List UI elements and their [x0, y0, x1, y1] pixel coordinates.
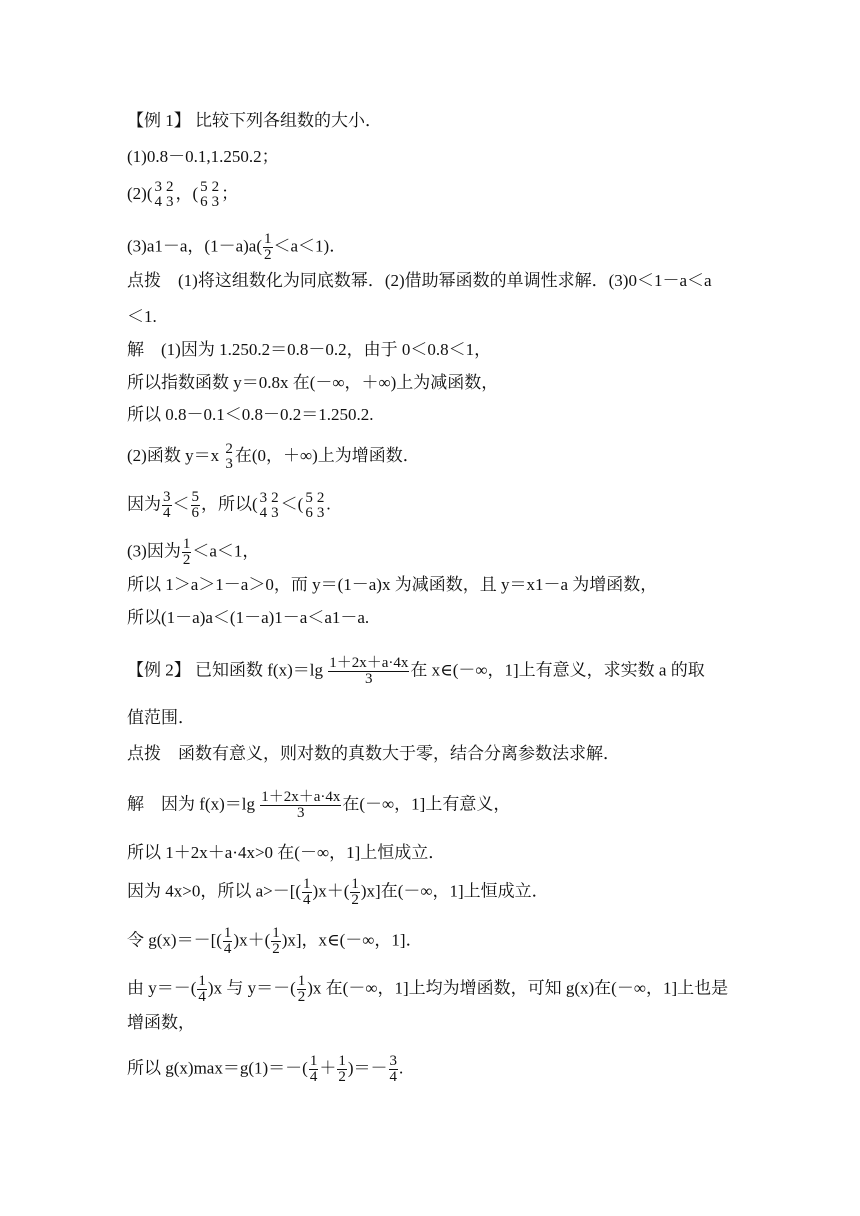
sol5-text-d: ＜( [280, 494, 304, 514]
example2-solution-line3 [127, 877, 549, 908]
fraction [191, 490, 201, 521]
fraction [153, 180, 163, 210]
fraction [271, 926, 281, 957]
ex2-sol5-text-b: )x 与 y＝－( [207, 978, 296, 998]
ex2-sol5-text-c: )x 在(－∞，1]上均为增函数，可知 g(x)在(－∞，1]上也是 [307, 978, 729, 998]
example2-hint: 点拨 函数有意义，则对数的真数大于零，结合分离参数法求解． [127, 744, 620, 763]
sol4-text-b: 在(0，＋∞)上为增函数． [234, 445, 420, 465]
example1-solution-line3: 所以 0.8－0.1＜0.8－0.2＝1.250.2. [127, 405, 374, 424]
numerator: 1＋2x＋a·4x [329, 655, 409, 671]
numerator: 2 [165, 179, 174, 195]
example1-solution-line1: 解 (1)因为 1.250.2＝0.8－0.2，由于 0＜0.8＜1， [127, 340, 492, 359]
example2-title [127, 656, 705, 687]
denominator: 2 [264, 247, 272, 263]
fraction [350, 877, 360, 908]
ex2-sol7-text-c: )＝－ [347, 1058, 388, 1078]
denominator: 2 [297, 989, 306, 1005]
example1-solution-line4 [127, 442, 420, 472]
denominator: 4 [259, 504, 268, 521]
numerator: 1＋2x＋a·4x [261, 789, 341, 805]
fraction [263, 232, 273, 263]
denominator: 3 [316, 504, 325, 521]
fraction [224, 442, 234, 472]
q3-text-a: (3)a1－a，(1－a)a( [127, 236, 262, 256]
fraction [199, 180, 209, 210]
numerator: 2 [271, 489, 279, 506]
ex2-sol7-text-a: 所以 g(x)max＝g(1)＝－( [127, 1058, 308, 1078]
example2-solution-line1 [127, 790, 510, 821]
example1-question2 [127, 180, 238, 210]
example2-solution-line6: 增函数， [127, 1013, 195, 1032]
fraction [316, 491, 326, 521]
numerator: 1 [198, 973, 206, 989]
denominator: 4 [223, 941, 232, 957]
numerator: 1 [338, 1053, 346, 1069]
denominator: 4 [163, 505, 171, 521]
denominator: 3 [211, 194, 220, 210]
ex2-sol7-text-d: . [399, 1058, 404, 1078]
numerator: 1 [351, 876, 359, 892]
q2-text-c: ； [221, 183, 239, 203]
denominator: 4 [198, 989, 206, 1005]
sol5-text-b: ＜ [172, 494, 190, 514]
ex2-sol5-text-a: 由 y＝－( [127, 978, 197, 998]
denominator: 6 [191, 505, 199, 521]
ex2-sol1-text-b: 在(－∞，1]上有意义， [342, 794, 511, 814]
ex2-sol4-text-a: 令 g(x)＝－[( [127, 930, 222, 950]
ex2-sol3-text-c: )x]在(－∞，1]上恒成立． [360, 881, 549, 901]
example1-solution-line7: 所以 1＞a＞1－a＞0，而 y＝(1－a)x 为减函数，且 y＝x1－a 为增函数， [127, 575, 658, 594]
numerator: 1 [223, 925, 232, 941]
numerator: 1 [264, 231, 272, 247]
q3-text-b: ＜a＜1)． [273, 236, 347, 256]
denominator: 6 [200, 194, 208, 210]
ex2-sol4-text-c: )x]，x∈(－∞，1]． [281, 930, 423, 950]
numerator: 1 [297, 973, 306, 989]
denominator: 2 [338, 1069, 346, 1085]
example2-title-cont: 值范围． [127, 708, 195, 727]
sol5-text-e: . [326, 494, 331, 514]
fraction [389, 1054, 399, 1085]
sol4-text-a: (2)函数 y＝x [127, 445, 224, 465]
numerator: 5 [191, 489, 199, 505]
numerator: 2 [225, 441, 233, 457]
numerator: 1 [309, 1053, 318, 1069]
example1-hint: 点拨 (1)将这组数化为同底数幂．(2)借助幂函数的单调性求解．(3)0＜1－a＜a [127, 271, 712, 290]
numerator: 3 [259, 489, 268, 506]
example1-solution-line2: 所以指数函数 y＝0.8x 在(－∞，＋∞)上为减函数， [127, 373, 499, 392]
fraction [337, 1054, 347, 1085]
q2-text-b: ，( [175, 183, 199, 203]
numerator: 5 [305, 489, 313, 506]
fraction [182, 537, 192, 568]
fraction [260, 790, 341, 821]
ex2-sol4-text-b: )x＋( [233, 930, 271, 950]
denominator: 4 [309, 1069, 318, 1085]
fraction [211, 180, 221, 210]
denominator: 3 [271, 504, 279, 521]
denominator: 4 [154, 194, 162, 210]
numerator: 1 [272, 925, 280, 941]
fraction [162, 490, 172, 521]
sol5-text-a: 因为 [127, 494, 161, 514]
fraction [223, 926, 233, 957]
denominator: 2 [272, 941, 280, 957]
ex2-title-text-b: 在 x∈(－∞，1]上有意义，求实数 a 的取 [410, 660, 705, 680]
fraction [270, 491, 280, 521]
example2-solution-line2: 所以 1＋2x＋a·4x>0 在(－∞，1]上恒成立． [127, 843, 446, 862]
denominator: 6 [305, 504, 313, 521]
sol6-text-b: ＜a＜1， [192, 541, 260, 561]
example2-solution-line4 [127, 926, 423, 957]
numerator: 1 [182, 536, 191, 552]
fraction [165, 180, 175, 210]
fraction [297, 974, 307, 1005]
ex2-sol7-text-b: ＋ [319, 1058, 337, 1078]
numerator: 2 [316, 489, 325, 506]
numerator: 3 [163, 489, 171, 505]
example2-solution-line5 [127, 974, 728, 1005]
fraction [304, 491, 314, 521]
numerator: 2 [211, 179, 220, 195]
denominator: 3 [297, 805, 305, 821]
example1-title: 【例 1】 比较下列各组数的大小． [127, 111, 382, 130]
sol5-text-c: ，所以( [201, 494, 258, 514]
fraction [328, 656, 409, 687]
ex2-title-text-a: 【例 2】 已知函数 f(x)＝lg [127, 660, 328, 680]
example1-question1: (1)0.8－0.1,1.250.2； [127, 147, 279, 166]
numerator: 5 [200, 179, 208, 195]
example1-question3 [127, 232, 346, 263]
denominator: 4 [303, 892, 311, 908]
ex2-sol3-text-b: )x＋( [312, 881, 350, 901]
fraction [302, 877, 312, 908]
example1-solution-line8: 所以(1－a)a＜(1－a)1－a＜a1－a. [127, 608, 370, 627]
numerator: 3 [154, 179, 162, 195]
denominator: 4 [389, 1069, 397, 1085]
example1-hint-cont: ＜1. [127, 307, 157, 326]
fraction [197, 974, 207, 1005]
fraction [259, 491, 269, 521]
ex2-sol3-text-a: 因为 4x>0，所以 a>－[( [127, 881, 302, 901]
denominator: 2 [182, 552, 191, 568]
denominator: 3 [225, 456, 233, 472]
example2-solution-line7 [127, 1054, 403, 1085]
denominator: 3 [365, 671, 373, 687]
q2-text-a: (2)( [127, 183, 153, 203]
sol6-text-a: (3)因为 [127, 541, 181, 561]
example1-solution-line6 [127, 537, 259, 568]
numerator: 1 [303, 876, 311, 892]
denominator: 3 [165, 194, 174, 210]
example1-solution-line5 [127, 490, 331, 521]
ex2-sol1-text-a: 解 因为 f(x)＝lg [127, 794, 260, 814]
fraction [309, 1054, 319, 1085]
denominator: 2 [351, 892, 359, 908]
numerator: 3 [389, 1053, 397, 1069]
